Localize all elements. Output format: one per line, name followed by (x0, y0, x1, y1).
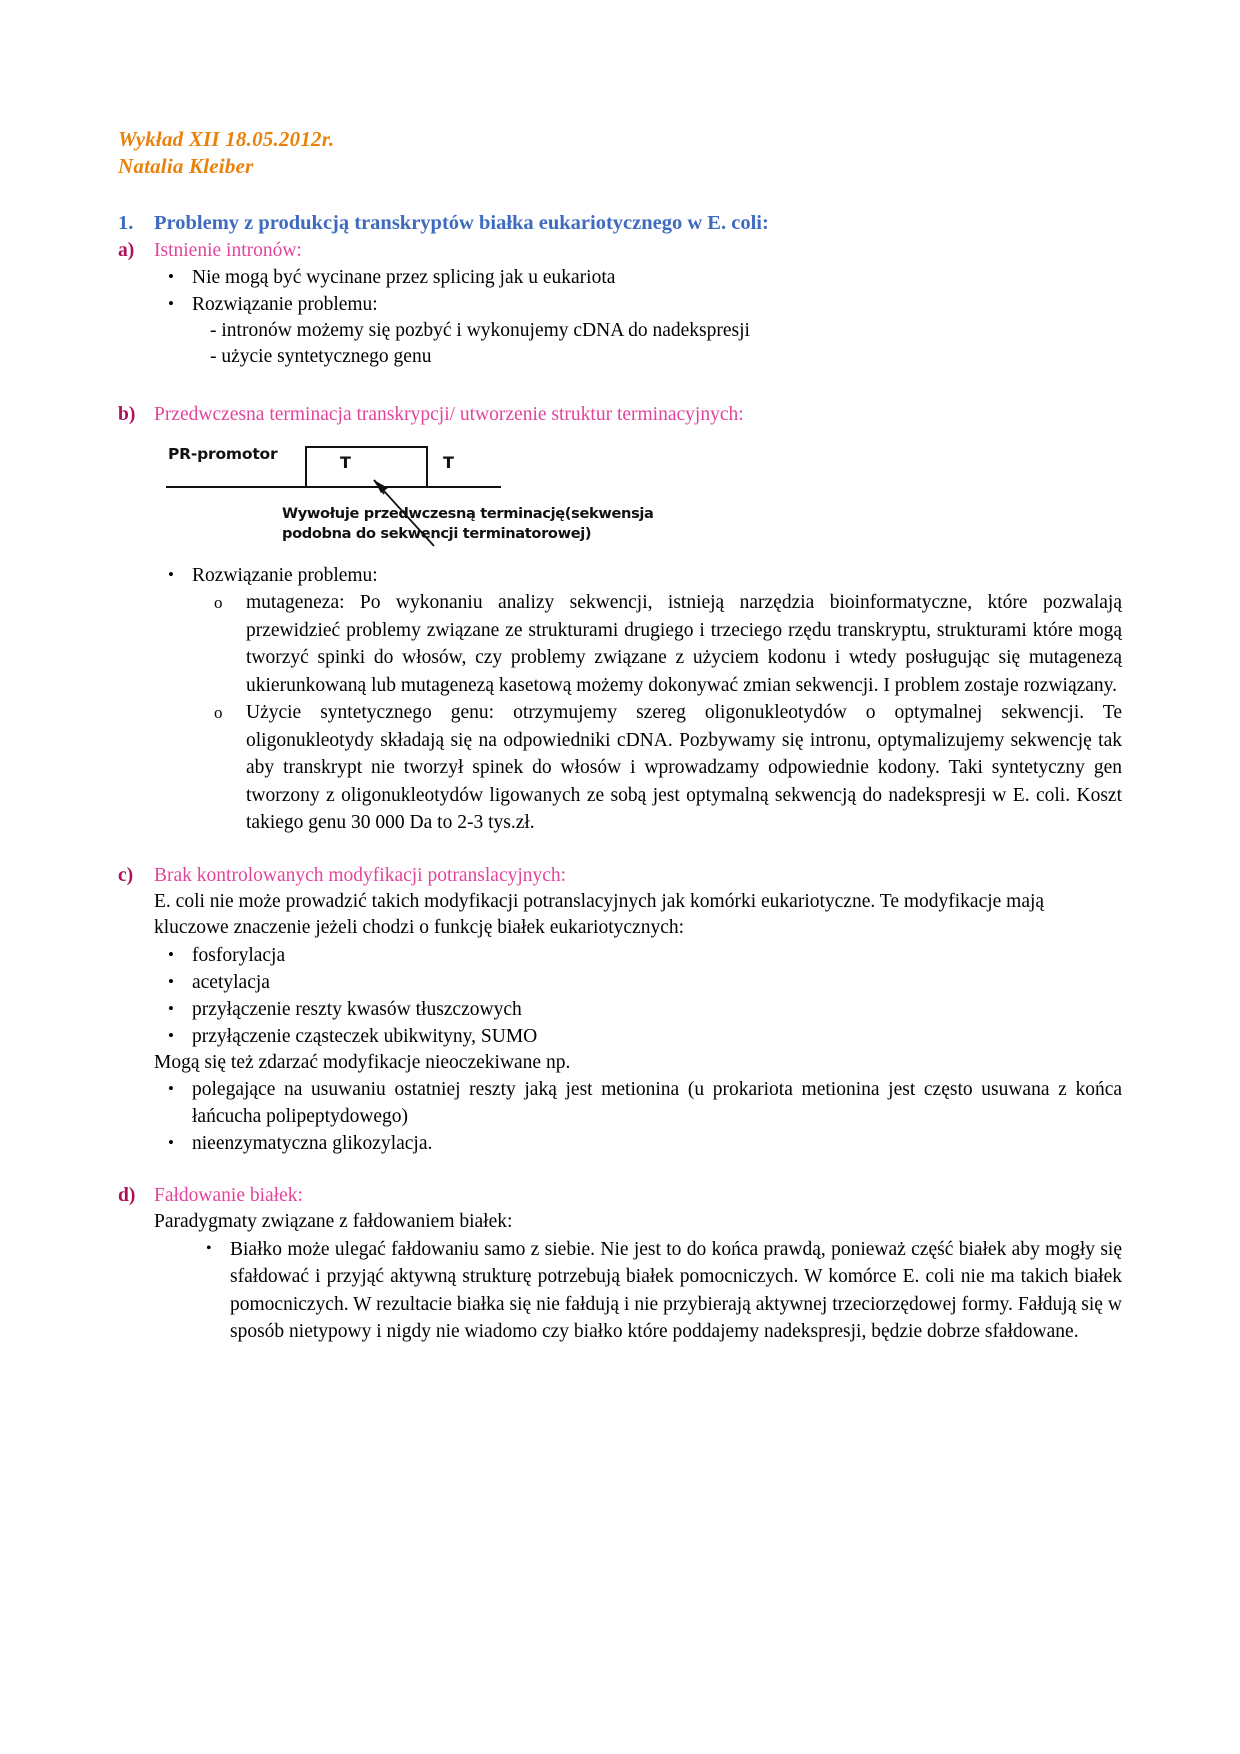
list-item: o Użycie syntetycznego genu: otrzymujemy szereg oligonukleotydów o optymalnej sekwencji. Te oligonukleotydy składają się na odpowiedniki cDNA. Pozbywamy się intronu, optymalizujemy sekwencję tak aby transkrypt nie tworzył spinek do włosów i wprowadzamy odpowiednie kodony. Taki syntetyczny gen tworzony z oligonukleotydów ligowanych ze sobą jest optymalną sekwencją do nadekspresji w E. coli. Koszt takiego genu 30 000 Da to 2-3 tys.zł. (118, 699, 1122, 837)
item-c-bullet-list-2 (118, 1076, 1122, 1157)
section-1-number: 1. (118, 212, 134, 234)
item-a-title: Istnienie intronów: (154, 240, 302, 261)
item-c-bullet-list (118, 942, 1122, 1050)
list-item: • Białko może ulegać fałdowaniu samo z siebie. Nie jest to do końca prawdą, ponieważ część białek aby mogły się sfałdować i przyjąć aktywną strukturę potrzebują białek pomocniczych. W komórce E. coli nie ma takich białek pomocniczych. W rezultacie białka się nie fałdują i nie przybierają aktywnej trzeciorzędowej formy. Fałdują się w sposób nietypowy i nigdy nie wiadomo czy białko które poddajemy nadekspresji, będzie dobrze sfałdowane. (118, 1236, 1122, 1346)
item-c-title: Brak kontrolowanych modyfikacji potranslacyjnych: (154, 864, 567, 886)
item-a-heading (118, 238, 1122, 264)
figure-caption-line-2: podobna do sekwencji terminatorowej) (282, 525, 592, 542)
list-item: • fosforylacja (118, 942, 1122, 969)
list-item: • przyłączenie cząsteczek ubikwityny, SUMO (118, 1023, 1122, 1050)
figure-caption (282, 504, 752, 544)
list-item: • Rozwiązanie problemu: (118, 291, 1122, 318)
diagram-canvas (162, 442, 762, 562)
item-c-mid-text: Mogą się też zdarzać modyfikacje nieoczekiwane np. (154, 1051, 571, 1073)
section-1-heading (118, 210, 1122, 236)
item-d-title: Fałdowanie białek: (154, 1185, 303, 1206)
promoter-label: PR-promotor (168, 445, 278, 463)
figure-caption-line-1: Wywołuje przedwczesną terminację(sekwensja (282, 505, 654, 522)
list-item: • Rozwiązanie problemu: (118, 562, 1122, 589)
item-a-dash-1: - intronów możemy się pozbyć i wykonujemy cDNA do nadekspresji (210, 320, 750, 341)
item-d-heading (118, 1183, 1122, 1209)
list-item: • Nie mogą być wycinane przez splicing jak u eukariota (118, 264, 1122, 291)
list-item: • przyłączenie reszty kwasów tłuszczowych (118, 996, 1122, 1023)
item-c-letter: c) (118, 864, 134, 886)
item-a-bullet-list (118, 264, 1122, 318)
item-b-bullet-list (118, 562, 1122, 589)
section-1-title: Problemy z produkcją transkryptów białka eukariotycznego w E. coli: (154, 212, 769, 234)
document-header (118, 126, 1122, 180)
list-item: • acetylacja (118, 969, 1122, 996)
item-b-title: Przedwczesna terminacja transkrypcji/ utworzenie struktur terminacyjnych: (154, 404, 744, 425)
item-c-intro: E. coli nie może prowadzić takich modyfikacji potranslacyjnych jak komórki eukariotyczne. Te modyfikacje mają kluczowe znaczenie jeżeli chodzi o funkcję białek eukariotycznych: (154, 890, 1045, 938)
item-d-bullet-list (118, 1236, 1122, 1346)
item-d-letter: d) (118, 1185, 136, 1206)
item-b-letter: b) (118, 404, 136, 425)
item-a-letter: a) (118, 240, 135, 261)
list-item: o mutageneza: Po wykonaniu analizy sekwencji, istnieją narzędzia bioinformatyczne, które pozwalają przewidzieć problemy związane ze strukturami drugiego i trzeciego rzędu transkryptu, strukturami które mogą tworzyć spinki do włosów, czy problemy związane z użyciem kodonu i wtedy posługując się mutagenezą ukierunkowaną lub mutagenezą kasetową możemy dokonywać zmian sekwencji. I problem zostaje rozwiązany. (118, 589, 1122, 699)
item-c-heading (118, 863, 1122, 889)
item-d-intro: Paradygmaty związane z fałdowaniem białek: (154, 1211, 513, 1232)
item-a-dash-2: - użycie syntetycznego genu (210, 346, 432, 367)
item-b-sub-list (118, 589, 1122, 837)
list-item: • nieenzymatyczna glikozylacja. (118, 1130, 1122, 1157)
lecture-title: Wykład XII 18.05.2012r. (118, 127, 335, 151)
item-b-heading (118, 402, 1122, 428)
list-item: • polegające na usuwaniu ostatniej reszty jaką jest metionina (u prokariota metionina jest często usuwana z końca łańcucha polipeptydowego) (118, 1076, 1122, 1130)
terminator-marker-inside: T (340, 453, 351, 472)
terminator-marker-outside: T (443, 453, 454, 472)
terminator-diagram (118, 442, 1122, 562)
author-name: Natalia Kleiber (118, 154, 254, 178)
